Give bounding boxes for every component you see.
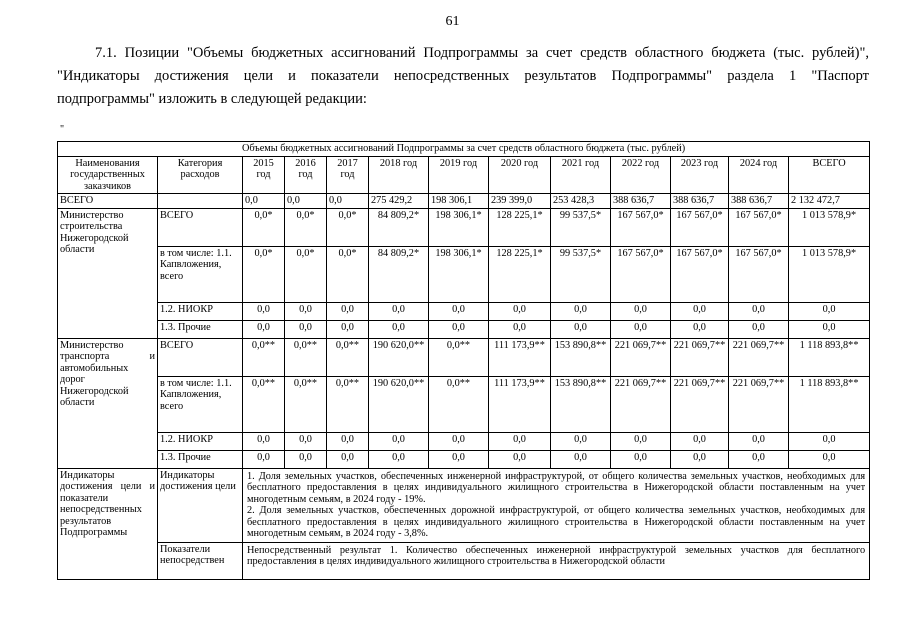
total-cell: 2 132 472,7 — [789, 194, 870, 209]
col-header: 2023 год — [671, 156, 729, 194]
amount-cell: 0,0 — [285, 302, 327, 320]
amount-cell: 0,0 — [789, 302, 870, 320]
amount-cell: 0,0 — [729, 320, 789, 338]
amount-cell: 0,0 — [611, 302, 671, 320]
amount-cell: 1 013 578,9* — [789, 246, 870, 302]
total-cell: 388 636,7 — [729, 194, 789, 209]
col-header: Наименования государственных заказчиков — [58, 156, 158, 194]
amount-cell: 0,0** — [327, 376, 369, 432]
amount-cell: 167 567,0* — [671, 208, 729, 246]
col-header: ВСЕГО — [789, 156, 870, 194]
amount-cell: 0,0 — [327, 432, 369, 450]
amount-cell: 0,0** — [285, 338, 327, 376]
goal-indicators-text — [243, 468, 870, 542]
amount-cell: 167 567,0* — [729, 208, 789, 246]
col-header: 2018 год — [369, 156, 429, 194]
amount-cell: 0,0* — [285, 208, 327, 246]
col-header: 2015 год — [243, 156, 285, 194]
customer-row — [58, 338, 870, 376]
col-header: 2016 год — [285, 156, 327, 194]
col-header: 2024 год — [729, 156, 789, 194]
amount-cell: 0,0 — [729, 432, 789, 450]
table-header-row — [58, 156, 870, 194]
amount-cell: 0,0** — [429, 338, 489, 376]
amount-cell: 198 306,1* — [429, 208, 489, 246]
amount-cell: 111 173,9** — [489, 376, 551, 432]
amount-cell: 0,0 — [369, 432, 429, 450]
amount-cell: 0,0 — [429, 302, 489, 320]
direct-results-label: Показатели непосредствен — [158, 542, 243, 579]
amount-cell: 0,0 — [789, 432, 870, 450]
budget-table — [57, 141, 870, 580]
col-header: 2022 год — [611, 156, 671, 194]
total-row — [58, 194, 870, 209]
expense-category: в том числе: 1.1. Капвложения, всего — [158, 376, 243, 432]
amount-cell: 0,0 — [489, 450, 551, 468]
customer-row — [58, 450, 870, 468]
amount-cell: 0,0** — [243, 376, 285, 432]
indicators-label: Индикаторы достижения цели и показатели непосредственных результатов Подпрограммы — [58, 468, 158, 579]
amount-cell: 221 069,7** — [671, 376, 729, 432]
amount-cell: 0,0 — [243, 450, 285, 468]
amount-cell: 0,0 — [285, 432, 327, 450]
expense-category: 1.3. Прочие — [158, 320, 243, 338]
amount-cell: 0,0 — [789, 320, 870, 338]
amount-cell: 128 225,1* — [489, 208, 551, 246]
intro-line: подпрограммы" изложить в следующей редакции: — [57, 91, 367, 107]
amount-cell: 0,0 — [729, 450, 789, 468]
direct-results-text: Непосредственный результат 1. Количество обеспеченных инженерной инфраструктурой земельных участков для бесплатного предоставления в целях индивидуального жилищного строительства в Нижегородской области — [243, 542, 870, 579]
amount-cell: 99 537,5* — [551, 208, 611, 246]
amount-cell: 167 567,0* — [729, 246, 789, 302]
amount-cell: 0,0 — [551, 302, 611, 320]
amount-cell: 198 306,1* — [429, 246, 489, 302]
amount-cell: 0,0 — [729, 302, 789, 320]
amount-cell: 0,0* — [285, 246, 327, 302]
intro-line: 7.1. Позиции "Объемы бюджетных ассигнований Подпрограммы за счет средств областного бюджета (тыс. рублей)", — [95, 45, 869, 61]
amount-cell: 0,0 — [327, 302, 369, 320]
col-header: 2019 год — [429, 156, 489, 194]
amount-cell: 0,0 — [551, 320, 611, 338]
customer-row — [58, 302, 870, 320]
expense-category: 1.3. Прочие — [158, 450, 243, 468]
goal-indicators-label: Индикаторы достижения цели — [158, 468, 243, 542]
customer-row — [58, 208, 870, 246]
amount-cell: 84 809,2* — [369, 246, 429, 302]
amount-cell: 1 013 578,9* — [789, 208, 870, 246]
col-header: Категория расходов — [158, 156, 243, 194]
customer-name: Министерство транспорта и автомобильных дорог Нижегородской области — [58, 338, 158, 468]
amount-cell: 190 620,0** — [369, 338, 429, 376]
amount-cell: 0,0 — [243, 320, 285, 338]
total-cell: 0,0 — [243, 194, 285, 209]
amount-cell: 1 118 893,8** — [789, 338, 870, 376]
amount-cell: 221 069,7** — [611, 338, 671, 376]
amount-cell: 0,0 — [671, 450, 729, 468]
total-cell — [158, 194, 243, 209]
amount-cell: 167 567,0* — [611, 208, 671, 246]
amount-cell: 0,0 — [489, 302, 551, 320]
amount-cell: 167 567,0* — [611, 246, 671, 302]
amount-cell: 0,0 — [327, 450, 369, 468]
total-cell: ВСЕГО — [58, 194, 158, 209]
amount-cell: 190 620,0** — [369, 376, 429, 432]
amount-cell: 111 173,9** — [489, 338, 551, 376]
amount-cell: 221 069,7** — [611, 376, 671, 432]
amount-cell: 0,0 — [671, 320, 729, 338]
amount-cell: 153 890,8** — [551, 376, 611, 432]
customer-row — [58, 246, 870, 302]
expense-category: в том числе: 1.1. Капвложения, всего — [158, 246, 243, 302]
total-cell: 388 636,7 — [671, 194, 729, 209]
amount-cell: 0,0** — [429, 376, 489, 432]
amount-cell: 0,0 — [285, 450, 327, 468]
amount-cell: 0,0* — [243, 208, 285, 246]
amount-cell: 0,0* — [243, 246, 285, 302]
intro-line: "Индикаторы достижения цели и показатели непосредственных результатов Подпрограммы" раздела 1 "Паспорт — [57, 68, 869, 84]
amount-cell: 0,0** — [327, 338, 369, 376]
amount-cell: 221 069,7** — [671, 338, 729, 376]
total-cell: 239 399,0 — [489, 194, 551, 209]
expense-category: 1.2. НИОКР — [158, 432, 243, 450]
indicators-row — [58, 468, 870, 542]
amount-cell: 0,0 — [369, 302, 429, 320]
total-cell: 0,0 — [327, 194, 369, 209]
amount-cell: 153 890,8** — [551, 338, 611, 376]
amount-cell: 0,0 — [243, 302, 285, 320]
amount-cell: 1 118 893,8** — [789, 376, 870, 432]
amount-cell: 0,0** — [285, 376, 327, 432]
goal-indicator-item: 1. Доля земельных участков, обеспеченных инженерной инфраструктурой, от общего количества земельных участков, необходимых для бесплатного предоставления в целях индивидуального жилищного строительства в Нижегородской области поставленным на учет многодетным семьям, в 2024 году - 19%. — [247, 470, 866, 505]
expense-category: ВСЕГО — [158, 338, 243, 376]
total-cell: 275 429,2 — [369, 194, 429, 209]
amount-cell: 0,0 — [327, 320, 369, 338]
amount-cell: 0,0 — [551, 450, 611, 468]
amount-cell: 128 225,1* — [489, 246, 551, 302]
direct-results-row — [58, 542, 870, 579]
total-cell: 388 636,7 — [611, 194, 671, 209]
open-quote: " — [60, 124, 65, 135]
amount-cell: 0,0 — [671, 302, 729, 320]
amount-cell: 0,0 — [489, 432, 551, 450]
amount-cell: 0,0 — [369, 450, 429, 468]
col-header: 2021 год — [551, 156, 611, 194]
amount-cell: 0,0** — [243, 338, 285, 376]
table-title: Объемы бюджетных ассигнований Подпрограммы за счет средств областного бюджета (тыс. рублей) — [58, 142, 870, 157]
goal-indicator-item: 2. Доля земельных участков, обеспеченных дорожной инфраструктурой, от общего количества земельных участков, необходимых для бесплатного предоставления в целях индивидуального жилищного строительства в Нижегородской области поставленным на учет многодетным семьям, в 2024 году - 3,8%. — [247, 505, 866, 539]
amount-cell: 0,0 — [611, 320, 671, 338]
customer-row — [58, 376, 870, 432]
page-number: 61 — [445, 14, 460, 29]
amount-cell: 0,0 — [489, 320, 551, 338]
amount-cell: 0,0 — [611, 450, 671, 468]
amount-cell: 0,0 — [429, 320, 489, 338]
expense-category: ВСЕГО — [158, 208, 243, 246]
expense-category: 1.2. НИОКР — [158, 302, 243, 320]
amount-cell: 167 567,0* — [671, 246, 729, 302]
amount-cell: 0,0 — [243, 432, 285, 450]
amount-cell: 0,0 — [671, 432, 729, 450]
col-header: 2017 год — [327, 156, 369, 194]
amount-cell: 221 069,7** — [729, 376, 789, 432]
amount-cell: 0,0 — [611, 432, 671, 450]
total-cell: 198 306,1 — [429, 194, 489, 209]
amount-cell: 221 069,7** — [729, 338, 789, 376]
col-header: 2020 год — [489, 156, 551, 194]
customer-row — [58, 432, 870, 450]
total-cell: 253 428,3 — [551, 194, 611, 209]
amount-cell: 0,0 — [429, 432, 489, 450]
total-cell: 0,0 — [285, 194, 327, 209]
amount-cell: 0,0 — [369, 320, 429, 338]
intro-paragraph — [57, 42, 869, 111]
customer-row — [58, 320, 870, 338]
amount-cell: 0,0* — [327, 246, 369, 302]
amount-cell: 99 537,5* — [551, 246, 611, 302]
amount-cell: 0,0 — [285, 320, 327, 338]
amount-cell: 0,0 — [789, 450, 870, 468]
amount-cell: 0,0 — [551, 432, 611, 450]
amount-cell: 0,0 — [429, 450, 489, 468]
customer-name: Министерство строительства Нижегородской области — [58, 208, 158, 338]
amount-cell: 84 809,2* — [369, 208, 429, 246]
amount-cell: 0,0* — [327, 208, 369, 246]
